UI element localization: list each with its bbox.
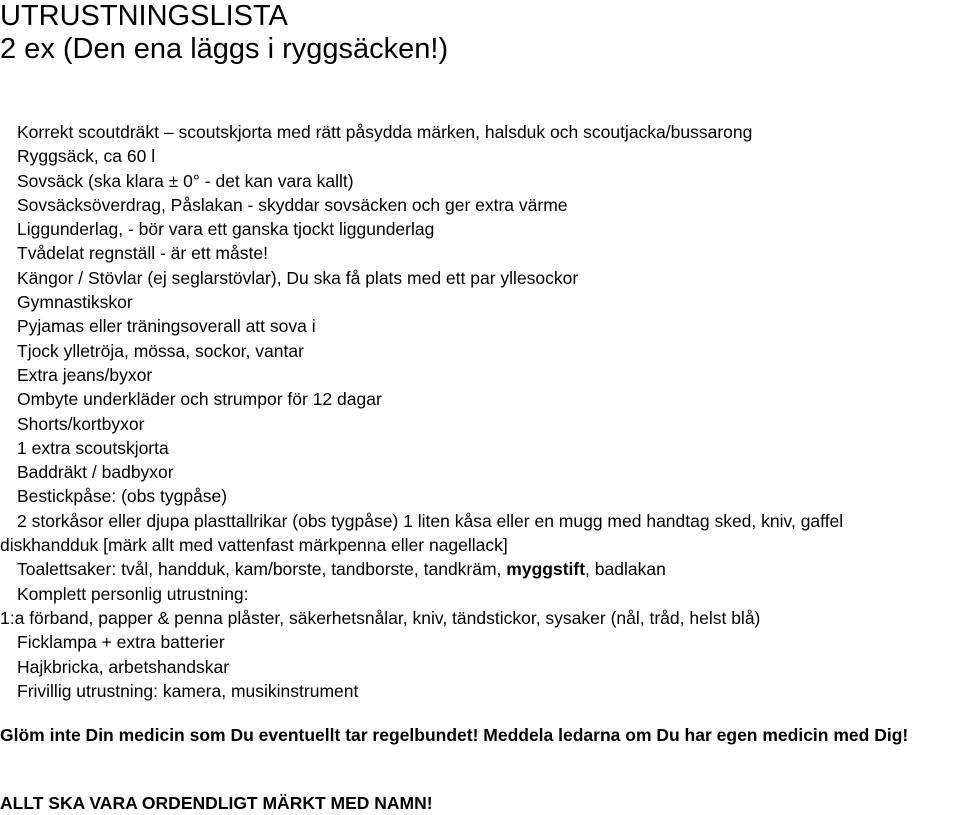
document-title: UTRUSTNINGSLISTA	[0, 0, 288, 32]
list-item: 1 extra scoutskjorta	[17, 437, 169, 458]
list-item: Liggunderlag, - bör vara ett ganska tjockt liggunderlag	[17, 219, 435, 240]
list-item: Bestickpåse: (obs tygpåse)	[17, 486, 228, 507]
medicine-notice: Glöm inte Din medicin som Du eventuellt tar regelbundet! Meddela ledarna om Du har egen medicin med Dig!	[0, 725, 909, 745]
list-item: Frivillig utrustning: kamera, musikinstrument	[17, 680, 359, 701]
list-item: Komplett personlig utrustning:	[17, 583, 249, 604]
list-item: Ryggsäck, ca 60 l	[17, 146, 156, 167]
toiletries-text: Toalettsaker: tvål, handduk, kam/borste, tandborste, tandkräm,	[17, 559, 507, 580]
list-item-toiletries	[0, 557, 960, 581]
list-item: Gymnastikskor	[17, 292, 133, 313]
list-item: Ficklampa + extra batterier	[17, 632, 225, 653]
list-item: Korrekt scoutdräkt – scoutskjorta med rätt påsydda märken, halsduk och scoutjacka/bussarong	[17, 122, 753, 142]
final-notice: ALLT SKA VARA ORDENDLIGT MÄRKT MED NAMN!	[0, 793, 433, 813]
list-item: Shorts/kortbyxor	[17, 413, 145, 434]
toiletries-bold-text: myggstift	[506, 559, 586, 580]
list-item: 2 storkåsor eller djupa plasttallrikar (obs tygpåse) 1 liten kåsa eller en mugg med handtag sked, kniv, gaffel	[17, 510, 844, 531]
list-item: Tjock ylletröja, mössa, sockor, vantar	[17, 340, 304, 361]
list-item: Ombyte underkläder och strumpor för 12 dagar	[17, 389, 382, 410]
list-item: Kängor / Stövlar (ej seglarstövlar), Du ska få plats med ett par yllesockor	[17, 267, 579, 288]
toiletries-text-end: , badlakan	[585, 559, 666, 580]
list-item: Sovsäck (ska klara ± 0° - det kan vara kallt)	[17, 170, 354, 191]
document-subtitle: 2 ex (Den ena läggs i ryggsäcken!)	[0, 33, 449, 65]
list-item: Hajkbricka, arbetshandskar	[17, 656, 230, 677]
list-item: Extra jeans/byxor	[17, 364, 153, 385]
list-item: Baddräkt / badbyxor	[17, 462, 174, 483]
equipment-list	[0, 120, 960, 703]
list-item: Sovsäcksöverdrag, Påslakan - skyddar sovsäcken och ger extra värme	[17, 194, 568, 215]
list-item-first-aid: 1:a förband, papper & penna plåster, säkerhetsnålar, kniv, tändstickor, sysaker (nål, tråd, helst blå)	[0, 607, 761, 628]
list-item: Tvådelat regnställ - är ett måste!	[17, 243, 268, 264]
list-item-continuation: diskhandduk [märk allt med vattenfast märkpenna eller nagellack]	[0, 535, 508, 556]
list-item: Pyjamas eller träningsoverall att sova i	[17, 316, 316, 337]
